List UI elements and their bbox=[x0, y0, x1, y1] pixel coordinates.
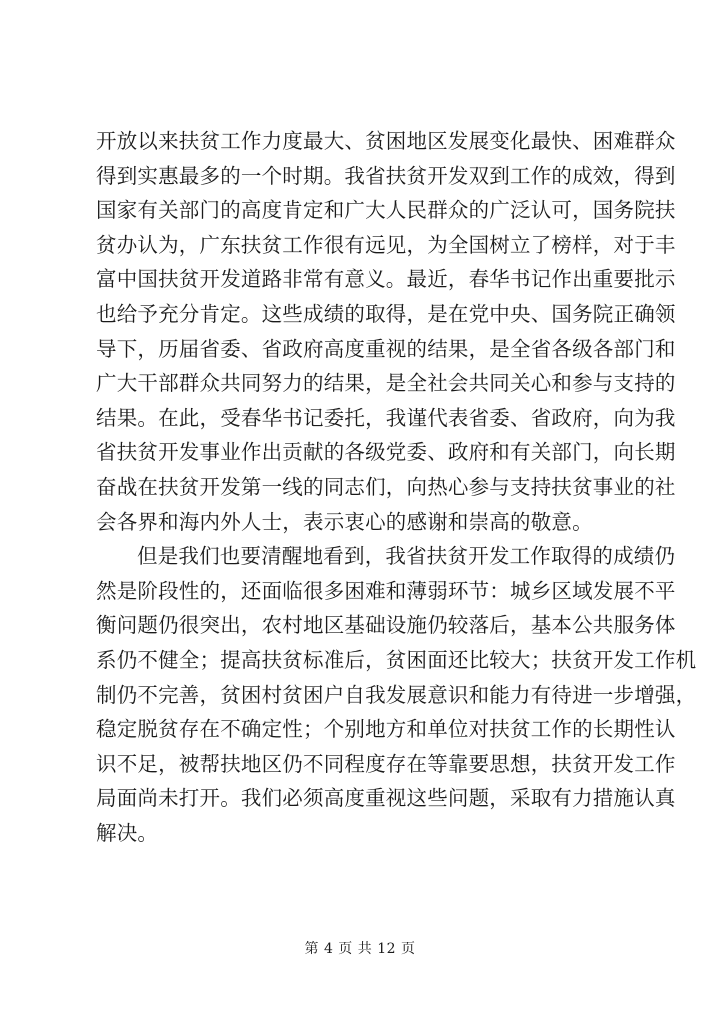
text-line: 会各界和海内外人士，表示衷心的感谢和崇高的敬意。 bbox=[96, 509, 593, 534]
document-body bbox=[96, 124, 697, 850]
text-line: 系仍不健全；提高扶贫标准后，贫困面还比较大；扶贫开发工作机 bbox=[96, 647, 697, 672]
text-line: 奋战在扶贫开发第一线的同志们，向热心参与支持扶贫事业的社 bbox=[96, 474, 676, 499]
text-line: 制仍不完善，贫困村贫困户自我发展意识和能力有待进一步增强， bbox=[96, 682, 697, 707]
text-line: 稳定脱贫存在不确定性；个别地方和单位对扶贫工作的长期性认 bbox=[96, 717, 676, 742]
text-line: 解决。 bbox=[96, 820, 159, 845]
paragraph bbox=[96, 539, 697, 850]
text-line: 国家有关部门的高度肯定和广大人民群众的广泛认可，国务院扶 bbox=[96, 198, 676, 223]
text-line: 贫办认为，广东扶贫工作很有远见，为全国树立了榜样，对于丰 bbox=[96, 232, 676, 257]
text-line: 局面尚未打开。我们必须高度重视这些问题，采取有力措施认真 bbox=[96, 786, 676, 811]
text-line: 也给予充分肯定。这些成绩的取得，是在党中央、国务院正确领 bbox=[96, 301, 676, 326]
text-line: 得到实惠最多的一个时期。我省扶贫开发双到工作的成效，得到 bbox=[96, 163, 676, 188]
text-line: 然是阶段性的，还面临很多困难和薄弱环节：城乡区域发展不平 bbox=[96, 578, 676, 603]
text-line: 省扶贫开发事业作出贡献的各级党委、政府和有关部门，向长期 bbox=[96, 440, 676, 465]
text-line: 结果。在此，受春华书记委托，我谨代表省委、省政府，向为我 bbox=[96, 405, 676, 430]
text-line: 富中国扶贫开发道路非常有意义。最近，春华书记作出重要批示 bbox=[96, 267, 676, 292]
text-line: 但是我们也要清醒地看到，我省扶贫开发工作取得的成绩仍 bbox=[137, 544, 676, 569]
text-line: 广大干部群众共同努力的结果，是全社会共同关心和参与支持的 bbox=[96, 371, 676, 396]
text-line: 开放以来扶贫工作力度最大、贫困地区发展变化最快、困难群众 bbox=[96, 129, 676, 153]
text-line: 识不足，被帮扶地区仍不同程度存在等靠要思想，扶贫开发工作 bbox=[96, 751, 676, 776]
text-line: 导下，历届省委、省政府高度重视的结果，是全省各级各部门和 bbox=[96, 336, 676, 361]
text-line: 衡问题仍很突出，农村地区基础设施仍较落后，基本公共服务体 bbox=[96, 613, 676, 638]
page-number-footer: 第 4 页 共 12 页 bbox=[304, 941, 416, 957]
paragraph bbox=[96, 124, 676, 539]
